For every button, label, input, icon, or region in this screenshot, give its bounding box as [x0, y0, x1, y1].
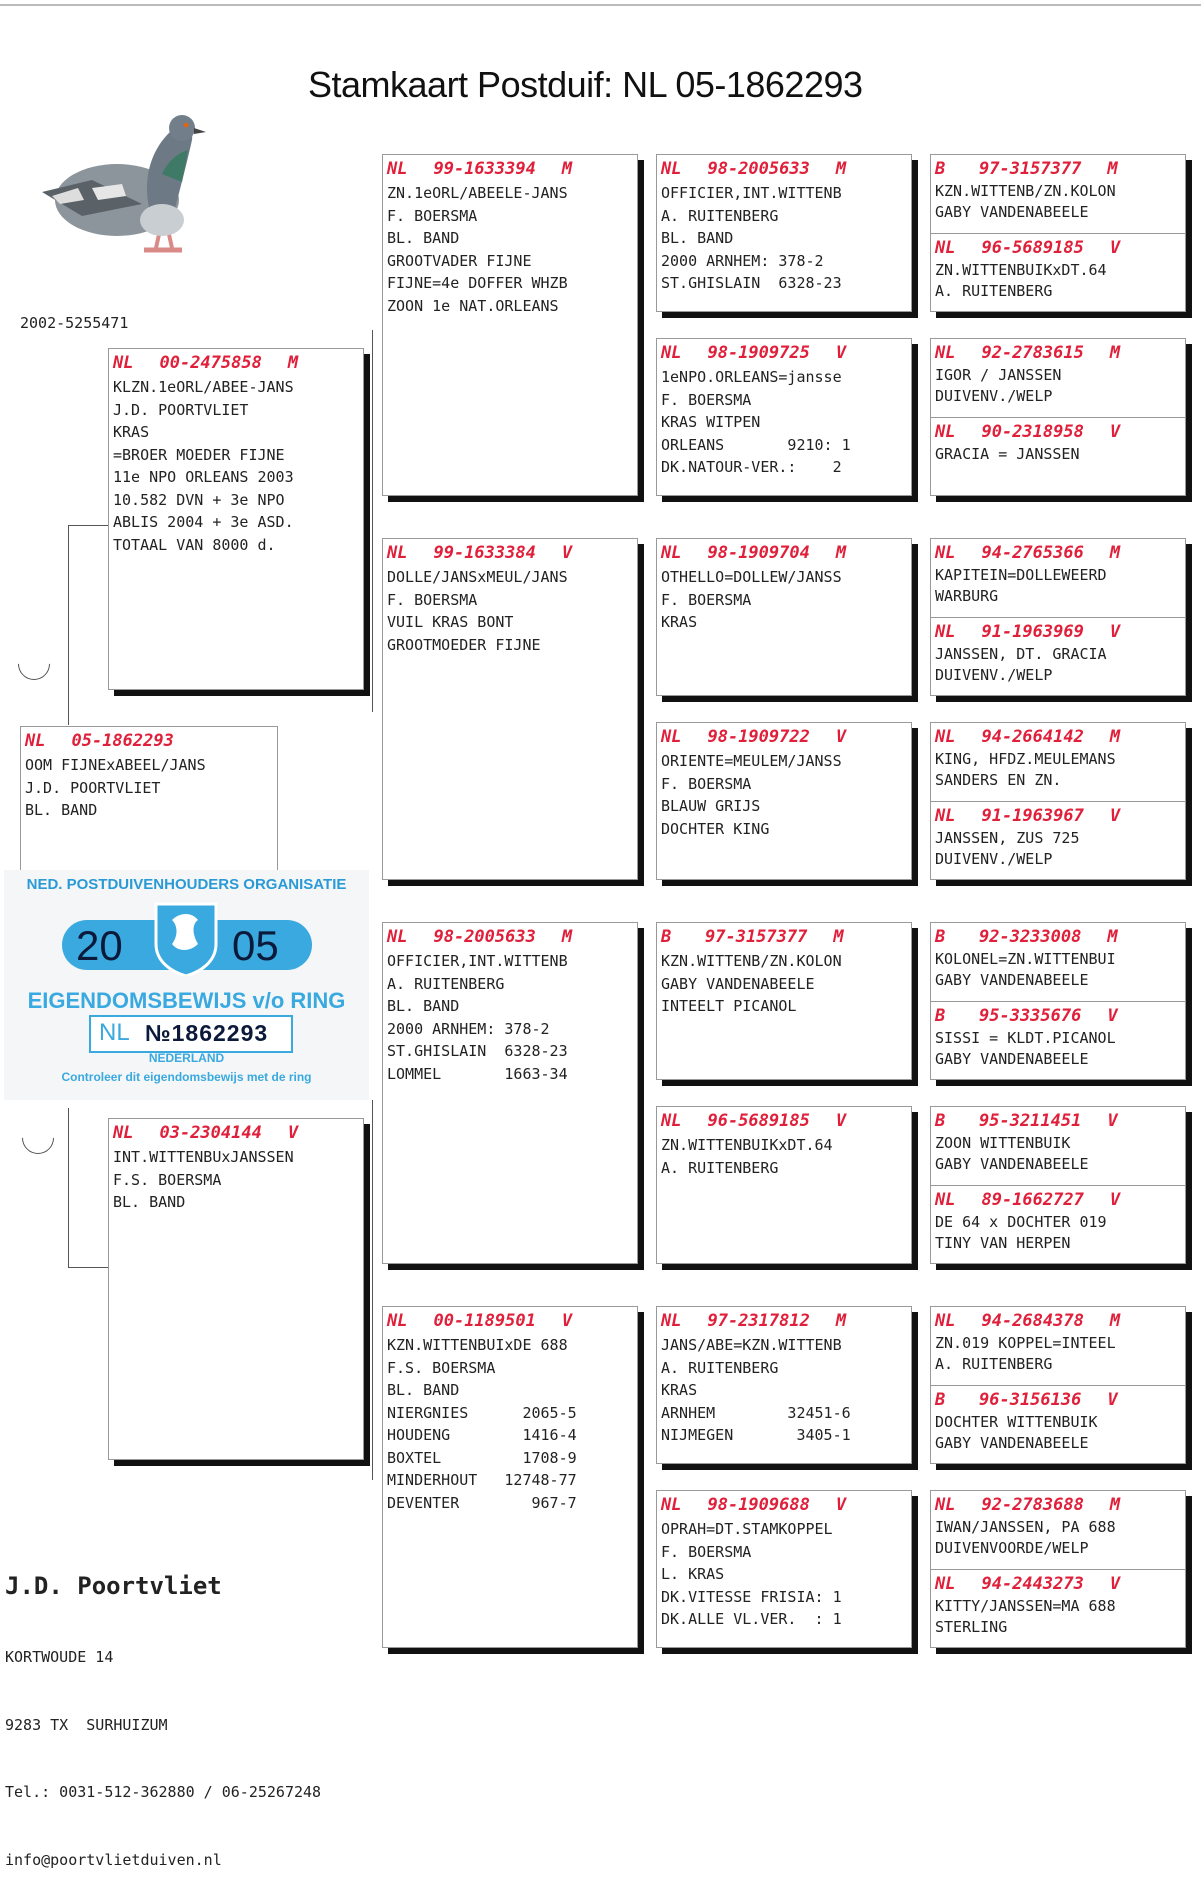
great-grandparent-box: [656, 722, 912, 880]
top-rule: [0, 4, 1201, 6]
ring-header: NL 98-1909725 V: [661, 343, 847, 363]
ancestor-pair-box: [930, 722, 1186, 880]
card-year-right: 05: [232, 922, 279, 969]
card-number: №1862293: [145, 1020, 269, 1046]
subject-pigeon-box: [20, 726, 278, 886]
dam-box: [108, 1118, 364, 1460]
ancestor-entry: [931, 417, 1185, 497]
ancestor-pair-box: [930, 1106, 1186, 1264]
pigeon-notes: JANSSEN, ZUS 725 DUIVENV./WELP: [935, 829, 1080, 868]
ring-header: NL 03-2304144 V: [113, 1123, 299, 1143]
ring-header: NL 98-2005633 M: [661, 159, 847, 179]
ring-header: NL 98-1909722 V: [661, 727, 847, 747]
connector: [68, 1267, 108, 1268]
photo-code: 2002-5255471: [20, 314, 129, 332]
connector: [68, 525, 108, 526]
lion-crest-icon: [152, 900, 220, 976]
ring-header: B 97-3157377 M: [935, 159, 1118, 179]
pigeon-notes: KAPITEIN=DOLLEWEERD WARBURG: [935, 566, 1107, 605]
pigeon-notes: ZN.WITTENBUIKxDT.64 A. RUITENBERG: [661, 1136, 833, 1177]
page-title: Stamkaart Postduif: NL 05-1862293: [308, 64, 863, 105]
great-grandparent-box: [656, 154, 912, 312]
ancestor-entry: [931, 617, 1185, 697]
ring-header: B 96-3156136 V: [935, 1390, 1118, 1410]
ancestor-entry: [931, 1185, 1185, 1265]
ring-header: NL 94-2443273 V: [935, 1574, 1121, 1594]
pigeon-notes: ZOON WITTENBUIK GABY VANDENABEELE: [935, 1134, 1089, 1173]
ring-header: NL 94-2765366 M: [935, 543, 1121, 563]
ancestor-pair-box: [930, 338, 1186, 496]
hole-punch: [11, 641, 56, 686]
ring-header: NL 00-1189501 V: [387, 1311, 573, 1331]
ancestor-entry: [931, 801, 1185, 881]
ring-header: NL 91-1963967 V: [935, 806, 1121, 826]
ownership-certificate: [4, 870, 369, 1100]
ring-header: NL 99-1633394 M: [387, 159, 573, 179]
connector: [372, 1100, 373, 1480]
card-year-left: 20: [76, 922, 123, 969]
ring-header: NL 96-5689185 V: [661, 1111, 847, 1131]
owner-city: 9283 TX SURHUIZUM: [5, 1715, 168, 1734]
connector: [68, 525, 69, 725]
ancestor-entry: [931, 339, 1185, 417]
grandparent-box: [382, 538, 638, 880]
connector: [640, 580, 641, 720]
great-grandparent-box: [656, 338, 912, 496]
ancestor-pair-box: [930, 922, 1186, 1080]
pigeon-notes: ZN.1eORL/ABEELE-JANS F. BOERSMA BL. BAND GROOTVADER FIJNE FIJNE=4e DOFFER WHZB ZOON 1e NAT.ORLEANS: [387, 184, 568, 315]
card-country: NEDERLAND: [148, 1051, 225, 1065]
pigeon-notes: IGOR / JANSSEN DUIVENV./WELP: [935, 366, 1062, 405]
great-grandparent-box: [656, 1106, 912, 1264]
ring-header: B 92-3233008 M: [935, 927, 1118, 947]
grandparent-box: [382, 1306, 638, 1648]
pigeon-notes: SISSI = KLDT.PICANOL GABY VANDENABEELE: [935, 1029, 1116, 1068]
ancestor-entry: [931, 723, 1185, 801]
pigeon-notes: OFFICIER,INT.WITTENB A. RUITENBERG BL. BAND 2000 ARNHEM: 378-2 ST.GHISLAIN 6328-23 LOMMEL 1663-34: [387, 952, 568, 1083]
owner-phone: Tel.: 0031-512-362880 / 06-25267248: [5, 1783, 322, 1801]
pigeon-notes: OFFICIER,INT.WITTENB A. RUITENBERG BL. BAND 2000 ARNHEM: 378-2 ST.GHISLAIN 6328-23: [661, 184, 842, 292]
grandparent-box: [382, 922, 638, 1264]
pigeon-notes: JANS/ABE=KZN.WITTENB A. RUITENBERG KRAS ARNHEM 32451-6 NIJMEGEN 3405-1: [661, 1336, 851, 1444]
ring-header: NL 00-2475858 M: [113, 353, 299, 373]
great-grandparent-box: [656, 922, 912, 1080]
ring-header: NL 94-2664142 M: [935, 727, 1121, 747]
pigeon-photo: [22, 100, 212, 270]
pigeon-notes: 1eNPO.ORLEANS=jansse F. BOERSMA KRAS WITPEN ORLEANS 9210: 1 DK.NATOUR-VER.: 2: [661, 368, 851, 476]
ancestor-entry: [931, 923, 1185, 1001]
ring-header: NL 94-2684378 M: [935, 1311, 1121, 1331]
ancestor-entry: [931, 1385, 1185, 1465]
pigeon-notes: DOCHTER WITTENBUIK GABY VANDENABEELE: [935, 1413, 1098, 1452]
card-caption: EIGENDOMSBEWIJS v/o RING: [27, 988, 346, 1013]
connector: [372, 330, 373, 712]
ancestor-entry: [931, 1491, 1185, 1569]
pigeon-notes: ZN.WITTENBUIKxDT.64 A. RUITENBERG: [935, 261, 1107, 300]
pigeon-notes: KZN.WITTENB/ZN.KOLON GABY VANDENABEELE: [935, 182, 1116, 221]
pigeon-notes: JANSSEN, DT. GRACIA DUIVENV./WELP: [935, 645, 1107, 684]
pigeon-notes: KZN.WITTENB/ZN.KOLON GABY VANDENABEELE INTEELT PICANOL: [661, 952, 842, 1015]
sire-box: [108, 348, 364, 690]
pigeon-notes: KLZN.1eORL/ABEE-JANS J.D. POORTVLIET KRAS =BROER MOEDER FIJNE 11e NPO ORLEANS 2003 10.582 DVN + 3e NPO ABLIS 2004 + 3e ASD. TOTAAL VAN 8000 d.: [113, 378, 294, 554]
card-org: NED. POSTDUIVENHOUDERS ORGANISATIE: [26, 876, 347, 893]
pigeon-notes: OOM FIJNExABEEL/JANS J.D. POORTVLIET BL. BAND: [25, 756, 206, 819]
ring-header: NL 90-2318958 V: [935, 422, 1121, 442]
pigeon-notes: DOLLE/JANSxMEUL/JANS F. BOERSMA VUIL KRAS BONT GROOTMOEDER FIJNE: [387, 568, 568, 654]
owner-street: KORTWOUDE 14: [5, 1648, 114, 1666]
pigeon-notes: KITTY/JANSSEN=MA 688 STERLING: [935, 1597, 1116, 1636]
connector: [640, 1345, 641, 1485]
ancestor-entry: [931, 155, 1185, 233]
connector: [68, 1108, 69, 1268]
great-grandparent-box: [656, 1490, 912, 1648]
ring-header: NL 98-1909704 M: [661, 543, 847, 563]
ring-header: NL 92-2783688 M: [935, 1495, 1121, 1515]
connector: [640, 200, 641, 340]
connector: [640, 960, 641, 1100]
ring-header: NL 96-5689185 V: [935, 238, 1121, 258]
pigeon-notes: OTHELLO=DOLLEW/JANSS F. BOERSMA KRAS: [661, 568, 842, 631]
card-country-code: NL: [99, 1019, 130, 1046]
great-grandparent-box: [656, 538, 912, 696]
owner-contact: [5, 1526, 321, 1894]
great-grandparent-box: [656, 1306, 912, 1464]
ancestor-pair-box: [930, 538, 1186, 696]
ancestor-pair-box: [930, 1306, 1186, 1464]
owner-email: info@poortvlietduiven.nl: [5, 1850, 222, 1869]
ancestor-entry: [931, 233, 1185, 313]
pigeon-notes: KING, HFDZ.MEULEMANS SANDERS EN ZN.: [935, 750, 1116, 789]
ancestor-pair-box: [930, 1490, 1186, 1648]
ancestor-entry: [931, 539, 1185, 617]
ancestor-entry: [931, 1307, 1185, 1385]
ancestor-entry: [931, 1001, 1185, 1081]
ring-header: NL 92-2783615 M: [935, 343, 1121, 363]
ancestor-entry: [931, 1569, 1185, 1649]
ring-header: NL 91-1963969 V: [935, 622, 1121, 642]
pigeon-notes: INT.WITTENBUxJANSSEN F.S. BOERSMA BL. BAND: [113, 1148, 294, 1211]
ancestor-entry: [931, 1107, 1185, 1185]
ring-header: NL 99-1633384 V: [387, 543, 573, 563]
ring-header: NL 98-2005633 M: [387, 927, 573, 947]
ring-header: NL 89-1662727 V: [935, 1190, 1121, 1210]
owner-name: J.D. Poortvliet: [5, 1572, 222, 1600]
card-control-note: Controleer dit eigendomsbewijs met de ring: [61, 1070, 312, 1084]
pigeon-notes: KZN.WITTENBUIxDE 688 F.S. BOERSMA BL. BAND NIERGNIES 2065-5 HOUDENG 1416-4 BOXTEL 1708-9 MINDERHOUT 12748-77 DEVENTER 967-7: [387, 1336, 577, 1512]
pigeon-notes: OPRAH=DT.STAMKOPPEL F. BOERSMA L. KRAS DK.VITESSE FRISIA: 1 DK.ALLE VL.VER. : 1: [661, 1520, 842, 1628]
ring-header: NL 97-2317812 M: [661, 1311, 847, 1331]
pigeon-notes: IWAN/JANSSEN, PA 688 DUIVENVOORDE/WELP: [935, 1518, 1116, 1557]
hole-punch: [15, 1115, 60, 1160]
ring-header: B 97-3157377 M: [661, 927, 844, 947]
pigeon-notes: ZN.019 KOPPEL=INTEEL A. RUITENBERG: [935, 1334, 1116, 1373]
grandparent-box: [382, 154, 638, 496]
ring-header: B 95-3211451 V: [935, 1111, 1118, 1131]
ring-header: NL 98-1909688 V: [661, 1495, 847, 1515]
ring-header: NL 05-1862293: [25, 731, 174, 751]
ancestor-pair-box: [930, 154, 1186, 312]
pigeon-notes: KOLONEL=ZN.WITTENBUI GABY VANDENABEELE: [935, 950, 1116, 989]
pigeon-notes: DE 64 x DOCHTER 019 TINY VAN HERPEN: [935, 1213, 1107, 1252]
pigeon-notes: ORIENTE=MEULEM/JANSS F. BOERSMA BLAUW GRIJS DOCHTER KING: [661, 752, 842, 838]
pigeon-notes: GRACIA = JANSSEN: [935, 445, 1080, 463]
card-number-box: [89, 1015, 293, 1053]
ring-header: B 95-3335676 V: [935, 1006, 1118, 1026]
